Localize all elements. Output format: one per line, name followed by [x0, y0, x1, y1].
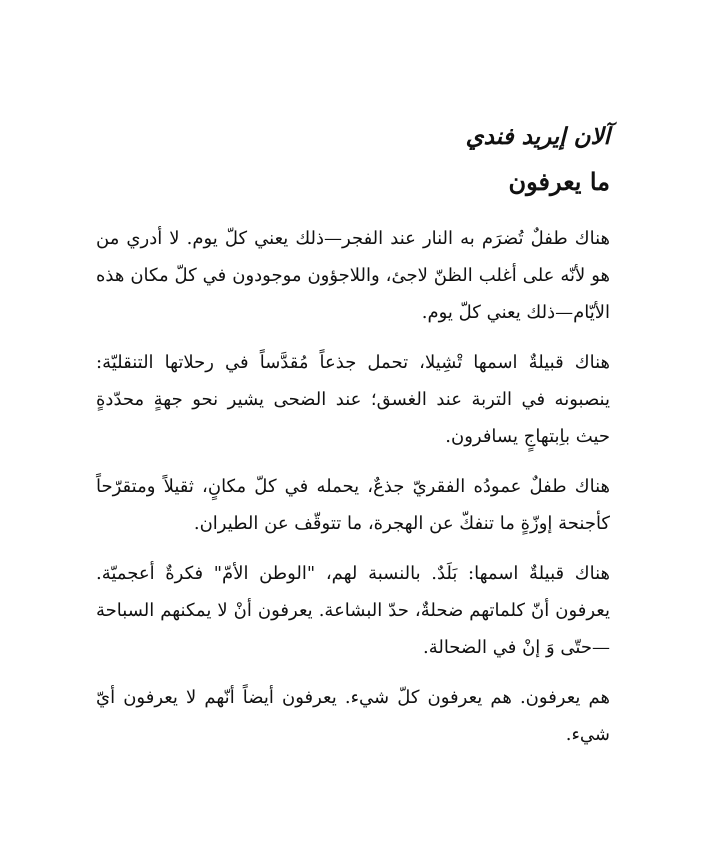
- poem-author: آلان إيريد فندي: [465, 123, 610, 150]
- poem-title: ما يعرفون: [508, 167, 610, 196]
- poem-stanza-4: هناك قبيلةٌ اسمها: بَلَدٌ. بالنسبة لهم، "الوطن الأمّ" فكرةٌ أعجميّة. يعرفون أنّ كلماتهم ضحلةٌ، حدّ البشاعة. يعرفون أنْ لا يمكنهم السباحة—حتّى وَ إنْ في الضحالة.: [96, 563, 610, 658]
- poem-stanza-2: هناك قبيلةٌ اسمها تْشِيلا، تحمل جذعاً مُقدَّساً في رحلاتها التنقليّة: ينصبونه في التربة عند الغسق؛ عند الضحى يشير نحو جهةٍ محدّدةٍ حيث باِبتهاجٍ يسافرون.: [96, 352, 610, 447]
- poem-stanza-5: هم يعرفون. هم يعرفون كلّ شيء. يعرفون أيضاً أنّهم لا يعرفون أيّ شيء.: [96, 687, 610, 745]
- poem-stanza-1: هناك طفلٌ تُضرَم به النار عند الفجر—ذلك يعني كلّ يوم. لا أدري من هو لأنّه على أغلب الظنّ لاجئ، واللاجؤون موجودون في كلّ مكان هذه الأيّام—ذلك يعني كلّ يوم.: [96, 228, 610, 323]
- poem-page: [96, 116, 610, 766]
- poem-stanza-3: هناك طفلٌ عمودُه الفقريّ جذعٌ، يحمله في كلّ مكانٍ، ثقيلاً ومتقرّحاً كأجنحة إوزّةٍ ما تنفكّ عن الهجرة، ما تتوقّف عن الطيران.: [96, 476, 610, 534]
